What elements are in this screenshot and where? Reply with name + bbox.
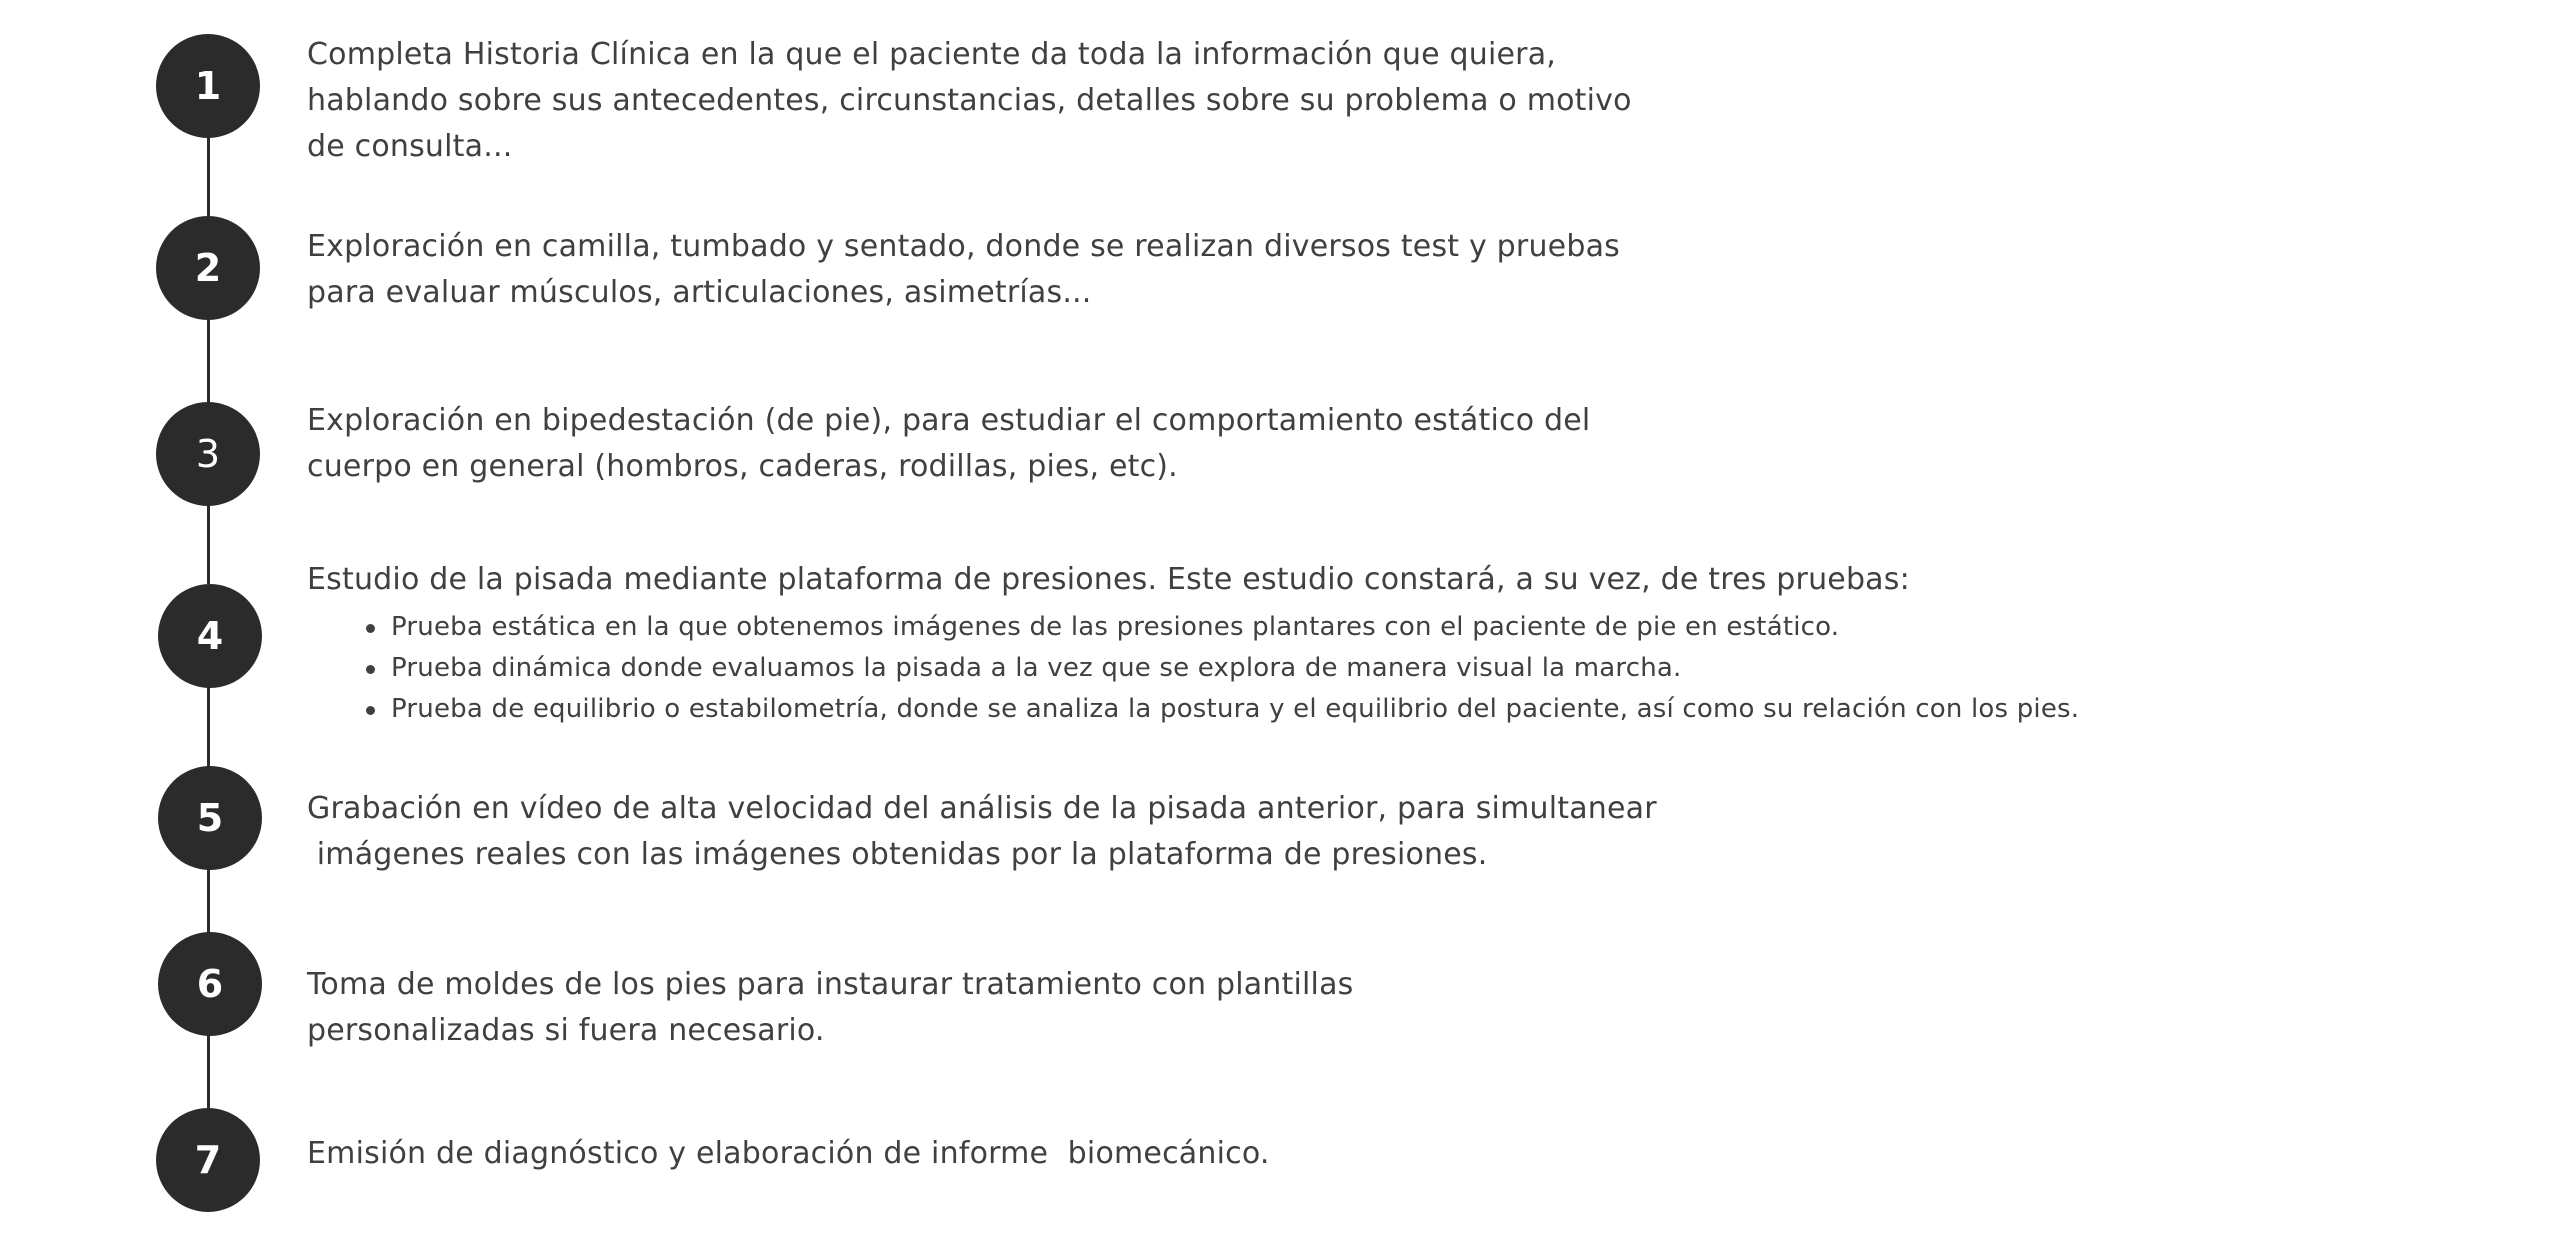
step-text-line: Toma de moldes de los pies para instaurar tratamiento con plantillas: [307, 967, 1354, 1002]
step-number-badge: 2: [156, 216, 260, 320]
step-description: [307, 1131, 1270, 1177]
step-text-line: de consulta...: [307, 129, 513, 164]
step-text-line: personalizadas si fuera necesario.: [307, 1013, 825, 1048]
timeline-connector: [207, 684, 210, 768]
timeline-connector: [207, 504, 210, 584]
step-text-line: Exploración en bipedestación (de pie), para estudiar el comportamiento estático del: [307, 403, 1591, 438]
timeline-connector: [207, 318, 210, 404]
step-description: [307, 557, 2079, 730]
step-text-line: cuerpo en general (hombros, caderas, rodillas, pies, etc).: [307, 449, 1178, 484]
step-text-line: para evaluar músculos, articulaciones, asimetrías...: [307, 275, 1092, 310]
step-number-badge: 1: [156, 34, 260, 138]
step-text-line: hablando sobre sus antecedentes, circunstancias, detalles sobre su problema o motivo: [307, 83, 1632, 118]
step-number-badge: 6: [158, 932, 262, 1036]
step-description: [307, 398, 1590, 490]
step-number-badge: 5: [158, 766, 262, 870]
step-number-badge: 7: [156, 1108, 260, 1212]
step-text-line: Estudio de la pisada mediante plataforma de presiones. Este estudio constará, a su vez, de tres pruebas:: [307, 562, 1910, 597]
list-item: Prueba dinámica donde evaluamos la pisada a la vez que se explora de manera visual la marcha.: [391, 648, 2079, 689]
test-list: [307, 607, 2079, 730]
step-number-badge: 4: [158, 584, 262, 688]
step-description: [307, 32, 1632, 170]
step-description: [307, 786, 1657, 878]
list-item: Prueba estática en la que obtenemos imágenes de las presiones plantares con el paciente de pie en estático.: [391, 607, 2079, 648]
timeline-connector: [207, 136, 210, 218]
timeline-connector: [207, 868, 210, 934]
list-item: Prueba de equilibrio o estabilometría, donde se analiza la postura y el equilibrio del paciente, así como su relación con los pies.: [391, 689, 2079, 730]
step-text-line: Emisión de diagnóstico y elaboración de informe biomecánico.: [307, 1136, 1270, 1171]
step-description: [307, 962, 1354, 1054]
step-text-line: Exploración en camilla, tumbado y sentado, donde se realizan diversos test y pruebas: [307, 229, 1620, 264]
step-description: [307, 224, 1620, 316]
step-text-line: Grabación en vídeo de alta velocidad del análisis de la pisada anterior, para simultanear: [307, 791, 1657, 826]
step-text-line: Completa Historia Clínica en la que el paciente da toda la información que quiera,: [307, 37, 1557, 72]
timeline-connector: [207, 1034, 210, 1110]
step-number-badge: 3: [156, 402, 260, 506]
step-text-line: imágenes reales con las imágenes obtenidas por la plataforma de presiones.: [307, 837, 1488, 872]
